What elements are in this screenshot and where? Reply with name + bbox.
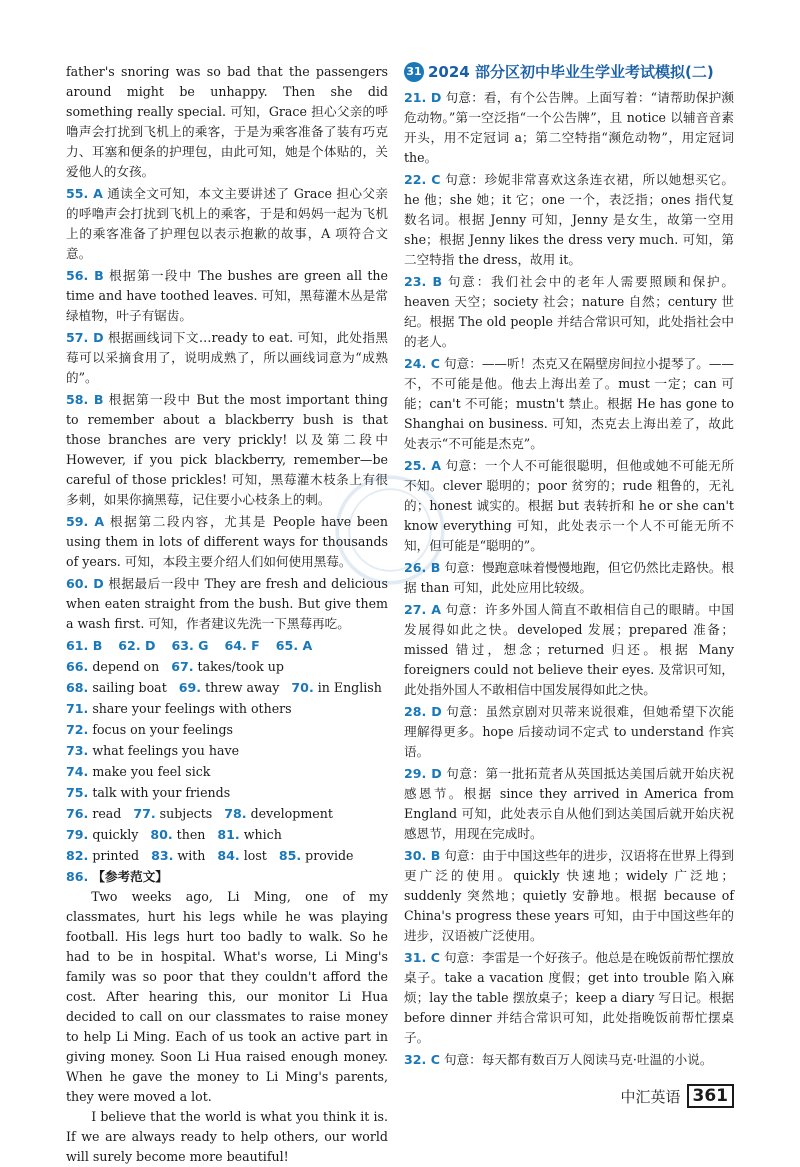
- answer-item: [66, 680, 167, 695]
- answer-value: threw away: [205, 680, 280, 695]
- answer-number: 66.: [66, 659, 89, 674]
- answer-item: [217, 827, 281, 842]
- answer-entry: [404, 170, 734, 270]
- answer-item: [276, 638, 316, 653]
- essay-title: 【参考范文】: [92, 869, 168, 884]
- answer-entry: [66, 184, 388, 264]
- answer-entry: [404, 764, 734, 844]
- answer-value: development: [250, 806, 333, 821]
- essay-paragraph: Two weeks ago, Li Ming, one of my classmates, hurt his legs while he was playing football. His legs hurt too badly to walk. So he had to be in hospital. What's worse, Li Ming's family was so poor that they couldn't afford the cost. After hearing this, our monitor Li Hua decided to call on our classmates to raise money to help Li Ming. Each of us took an active part in giving money. Soon Li Hua raised enough money. When he gave the money to Li Ming's parents, they were moved a lot.: [66, 889, 388, 1104]
- answer-entry: [404, 558, 734, 598]
- answer-value: provide: [305, 848, 354, 863]
- answer-value: printed: [92, 848, 140, 863]
- answer-number: 63. G: [171, 638, 209, 653]
- answer-explanation: 句意：每天都有数百万人阅读马克·吐温的小说。: [443, 1052, 713, 1067]
- section-number-badge: 31: [404, 62, 424, 82]
- answer-item: [66, 743, 239, 758]
- answer-item: [66, 638, 106, 653]
- answer-value: subjects: [159, 806, 213, 821]
- answer-explanation: 通读全文可知，本文主要讲述了 Grace 担心父亲的呼噜声会打扰到飞机上的乘客，于是和妈妈一起为飞机上的乘客准备了护理包以表示抱歉的故事，A 项符合文意。: [66, 186, 388, 261]
- answer-line: [66, 741, 388, 761]
- answer-number: 59. A: [66, 514, 105, 529]
- answer-number: 21. D: [404, 90, 442, 105]
- answer-entry: [404, 1050, 734, 1070]
- answer-item: [66, 722, 233, 737]
- answer-explanation: 句意：许多外国人简直不敢相信自己的眼睛。中国发展得如此之快。developed 发展；prepared 准备；missed 错过，想念；returned 归还。根据 Many foreigners could not believe their eyes. 及常识可知，此处指外国人不敢相信中国发展得如此之快。: [404, 602, 734, 697]
- answer-value: takes/took up: [197, 659, 284, 674]
- answer-entry: [66, 266, 388, 326]
- answer-grid: [66, 636, 388, 866]
- intro-paragraph: father's snoring was so bad that the passengers around might be unhappy. Then she did something really special. 可知，Grace 担心父亲的呼噜声会打扰到飞机上的乘客，于是为乘客准备了装有巧克力、耳塞和便条的护理包，由此可知，她是个体贴的，关爱他人的女孩。: [66, 64, 388, 179]
- answer-explanation: 句意：虽然京剧对贝蒂来说很难，但她希望下次能理解得更多。hope 后接动词不定式 to understand 作宾语。: [404, 704, 735, 759]
- answer-number: 23. B: [404, 274, 443, 289]
- answer-number: 65. A: [275, 638, 313, 653]
- answer-number: 77.: [133, 806, 156, 821]
- answer-explanation: 句意：我们社会中的老年人需要照顾和保护。heaven 天空；society 社会；nature 自然；century 世纪。根据 The old people 并结合常识可知，此处指社会中的老人。: [404, 274, 735, 349]
- answer-explanation: 句意：——听！杰克又在隔壁房间拉小提琴了。——不，不可能是他。他去上海出差了。must 一定；can 可能；can't 不可能；mustn't 禁止。根据 He has gone to Shanghai on business. 可知，杰克去上海出差了，故此处表示“不可能是杰克”。: [404, 356, 735, 451]
- answer-number: 79.: [66, 827, 89, 842]
- answer-number: 67.: [171, 659, 194, 674]
- left-column: [66, 62, 388, 1167]
- section-title: 2024 部分区初中毕业生学业考试模拟(二): [428, 63, 714, 81]
- answer-number: 62. D: [118, 638, 156, 653]
- answer-line: [66, 678, 388, 698]
- answer-item: [66, 659, 159, 674]
- answer-item: [150, 827, 205, 842]
- answer-number: 24. C: [404, 356, 440, 371]
- answer-number: 69.: [178, 680, 202, 695]
- page-number: 361: [687, 1084, 735, 1108]
- answer-item: [217, 848, 266, 863]
- section-heading: [404, 62, 734, 82]
- answer-number: 22. C: [404, 172, 441, 187]
- answer-number: 60. D: [66, 576, 104, 591]
- answer-number: 76.: [66, 806, 89, 821]
- answer-number: 78.: [224, 806, 247, 821]
- answer-item: [151, 848, 205, 863]
- answer-explanation: 根据第二段内容，尤其是 People have been using them in lots of different ways for thousands of years. 可知，本段主要介绍人们如何使用黑莓。: [66, 514, 388, 569]
- answer-entry: [404, 272, 734, 352]
- answer-number: 83.: [151, 848, 174, 863]
- answer-number: 61. B: [66, 638, 103, 653]
- answer-line: [66, 804, 388, 824]
- answer-entry: [404, 846, 734, 946]
- answer-entry: [404, 354, 734, 454]
- left-entries: [66, 184, 388, 634]
- answer-line: [66, 657, 388, 677]
- answer-entry: [66, 328, 388, 388]
- answer-number: 80.: [150, 827, 173, 842]
- answer-number: 30. B: [404, 848, 441, 863]
- answer-entry: [404, 456, 734, 556]
- answer-entry: [404, 88, 734, 168]
- answer-line: [66, 720, 388, 740]
- answer-number: 72.: [66, 722, 89, 737]
- answer-entry: [66, 574, 388, 634]
- answer-number: 26. B: [404, 560, 441, 575]
- answer-explanation: 根据画线词下文…ready to eat. 可知，此处指黑莓可以采摘食用了，说明成熟了，所以画线词意为“成熟的”。: [66, 330, 388, 385]
- answer-number: 64. F: [224, 638, 260, 653]
- footer-brand: 中汇英语: [620, 1087, 681, 1106]
- answer-value: then: [176, 827, 206, 842]
- answer-explanation: 句意：一个人不可能很聪明，但他或她不可能无所不知。clever 聪明的；poor 贫穷的；rude 粗鲁的，无礼的；honest 诚实的。根据 but 表转折和 he or she can't know everything 可知，此处表示一个人不可能无所不知，但可能是“聪明的”。: [404, 458, 734, 553]
- answer-line: [66, 846, 388, 866]
- page-footer: [620, 1084, 734, 1108]
- answer-value: lost: [243, 848, 267, 863]
- answer-line: [66, 825, 388, 845]
- answer-line: [66, 783, 388, 803]
- answer-value: depend on: [92, 659, 160, 674]
- answer-explanation: 句意：由于中国这些年的进步，汉语将在世界上得到更广泛的使用。quickly 快速地；widely 广泛地；suddenly 突然地；quietly 安静地。根据 because of China's progress these years 可知，由于中国这些年的进步，汉语被广泛使用。: [404, 848, 734, 943]
- answer-value: make you feel sick: [92, 764, 211, 779]
- answer-value: which: [243, 827, 282, 842]
- answer-item: [224, 638, 263, 653]
- answer-number: 56. B: [66, 268, 104, 283]
- answer-number: 73.: [66, 743, 89, 758]
- answer-explanation: 句意：看，有个公告牌。上面写着：“请帮助保护濒危动物。”第一空泛指“一个公告牌”，且 notice 以辅音音素开头，用不定冠词 a；第二空特指“濒危动物”，用定冠词 the。: [404, 90, 734, 165]
- essay-paragraph: I believe that the world is what you think it is. If we are always ready to help others, our world will surely become more beautiful!: [66, 1109, 388, 1164]
- answer-explanation: 根据最后一段中 They are fresh and delicious when eaten straight from the bush. But give them a wash first. 可知，作者建议先洗一下黑莓再吃。: [66, 576, 388, 631]
- answer-explanation: 句意：李雷是一个好孩子。他总是在晚饭前帮忙摆放桌子。take a vacation 度假；get into trouble 陷入麻烦；lay the table 摆放桌子；keep a diary 写日记。根据 before dinner 并结合常识可知，此处指晚饭前帮忙摆桌子。: [404, 950, 735, 1045]
- answer-number: 25. A: [404, 458, 441, 473]
- answer-number: 70.: [291, 680, 314, 695]
- answer-number: 31. C: [404, 950, 440, 965]
- answer-number: 32. C: [404, 1052, 440, 1067]
- answer-number: 74.: [66, 764, 89, 779]
- answer-line: [66, 762, 388, 782]
- answer-item: [224, 806, 333, 821]
- answer-value: with: [177, 848, 206, 863]
- answer-number: 57. D: [66, 330, 104, 345]
- essay-header: [66, 867, 388, 887]
- answer-value: talk with your friends: [92, 785, 231, 800]
- answer-number: 55. A: [66, 186, 103, 201]
- answer-number: 82.: [66, 848, 89, 863]
- answer-number: 58. B: [66, 392, 104, 407]
- answer-item: [291, 680, 381, 695]
- answer-value: share your feelings with others: [92, 701, 292, 716]
- answer-line: [66, 699, 388, 719]
- answer-entry: [404, 948, 734, 1048]
- answer-item: [171, 638, 212, 653]
- answer-explanation: 句意：珍妮非常喜欢这条连衣裙，所以她想买它。he 他；she 她；it 它；one 一个，表泛指；ones 指代复数名词。根据 Jenny 可知，Jenny 是女生，故第一空用 she；根据 Jenny likes the dress very much. 可知，第二空特指 the dress，故用 it。: [404, 172, 735, 267]
- answer-item: [279, 848, 354, 863]
- right-entries: [404, 88, 734, 1070]
- answer-number: 81.: [217, 827, 240, 842]
- answer-entry: [66, 390, 388, 510]
- answer-item: [66, 806, 121, 821]
- answer-value: quickly: [92, 827, 139, 842]
- answer-explanation: 根据第一段中 The bushes are green all the time and have toothed leaves. 可知，黑莓灌木丛是常绿植物，叶子有锯齿。: [66, 268, 388, 323]
- answer-value: read: [92, 806, 122, 821]
- answer-value: what feelings you have: [92, 743, 240, 758]
- answer-item: [66, 827, 138, 842]
- answer-number: 85.: [278, 848, 302, 863]
- essay: [66, 867, 388, 1167]
- answer-value: in English: [317, 680, 382, 695]
- answer-item: [66, 764, 210, 779]
- answer-item: [66, 848, 139, 863]
- essay-number: 86.: [66, 869, 89, 884]
- answer-item: [118, 638, 159, 653]
- answer-value: focus on your feelings: [92, 722, 233, 737]
- answer-entry: [404, 600, 734, 700]
- essay-paragraphs: [66, 887, 388, 1167]
- answer-entry: [404, 702, 734, 762]
- answer-item: [66, 701, 292, 716]
- answer-number: 28. D: [404, 704, 442, 719]
- answer-explanation: 句意：慢跑意味着慢慢地跑，但它仍然比走路快。根据 than 可知，此处应用比较级。: [404, 560, 734, 595]
- answer-item: [171, 659, 284, 674]
- answer-number: 29. D: [404, 766, 442, 781]
- answer-number: 68.: [66, 680, 89, 695]
- answer-value: sailing boat: [92, 680, 167, 695]
- answer-number: 27. A: [404, 602, 441, 617]
- answer-entry: [66, 512, 388, 572]
- answer-item: [133, 806, 212, 821]
- right-column: [404, 62, 734, 1072]
- answer-number: 75.: [66, 785, 89, 800]
- answer-item: [66, 785, 230, 800]
- answer-explanation: 根据第一段中 But the most important thing to remember about a blackberry bush is that those branches are very prickly! 以及第二段中 However, if you pick blackberry, remember—be careful of those prickles! 可知，黑莓灌木枝条上有很多刺，如果你摘黑莓，记住要小心枝条上的刺。: [66, 392, 388, 507]
- answer-number: 71.: [66, 701, 89, 716]
- answer-number: 84.: [217, 848, 240, 863]
- answer-line: [66, 636, 388, 656]
- answer-item: [179, 680, 280, 695]
- answer-explanation: 句意：第一批拓荒者从英国抵达美国后就开始庆祝感恩节。根据 since they arrived in America from England 可知，此处表示自从他们到达美国后就开始庆祝感恩节，用现在完成时。: [404, 766, 735, 841]
